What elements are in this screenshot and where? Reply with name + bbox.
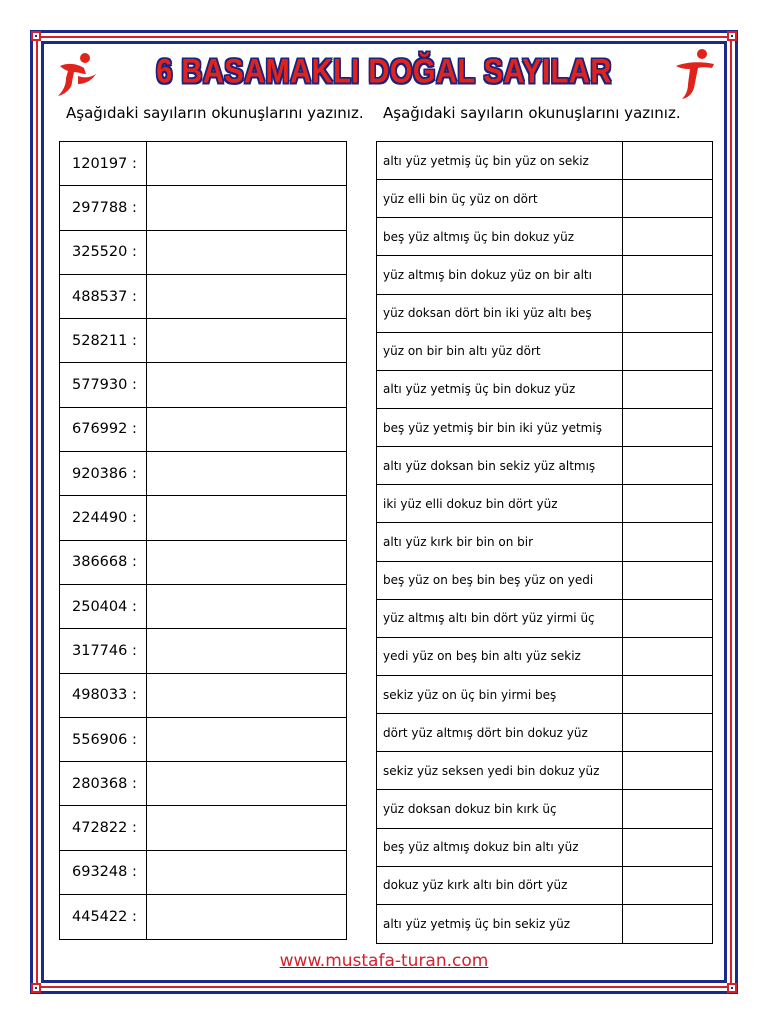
answer-cell[interactable]	[623, 600, 712, 637]
table-row	[60, 452, 346, 496]
number-cell: 556906 :	[60, 718, 147, 761]
answer-cell[interactable]	[623, 371, 712, 408]
table-row	[60, 629, 346, 673]
answer-cell[interactable]	[623, 676, 712, 713]
table-row	[60, 718, 346, 762]
number-cell: 280368 :	[60, 762, 147, 805]
number-cell: 920386 :	[60, 452, 147, 495]
table-row	[377, 562, 712, 600]
table-row	[377, 142, 712, 180]
table-row	[60, 762, 346, 806]
number-cell: 250404 :	[60, 585, 147, 628]
reading-cell: dokuz yüz kırk altı bin dört yüz	[377, 867, 623, 904]
answer-cell[interactable]	[623, 485, 712, 522]
answer-cell[interactable]	[623, 142, 712, 179]
table-row	[377, 790, 712, 828]
table-row	[377, 714, 712, 752]
reading-cell: sekiz yüz on üç bin yirmi beş	[377, 676, 623, 713]
answer-cell[interactable]	[623, 333, 712, 370]
reading-cell: iki yüz elli dokuz bin dört yüz	[377, 485, 623, 522]
answer-cell[interactable]	[147, 142, 346, 185]
answer-cell[interactable]	[147, 186, 346, 229]
table-row	[377, 180, 712, 218]
answer-cell[interactable]	[147, 629, 346, 672]
answer-cell[interactable]	[623, 256, 712, 293]
answer-cell[interactable]	[623, 562, 712, 599]
answer-cell[interactable]	[147, 851, 346, 894]
answer-cell[interactable]	[623, 638, 712, 675]
reading-cell: yüz doksan dokuz bin kırk üç	[377, 790, 623, 827]
number-cell: 676992 :	[60, 408, 147, 451]
answer-cell[interactable]	[147, 541, 346, 584]
table-row	[60, 806, 346, 850]
reading-cell: altı yüz yetmiş üç bin sekiz yüz	[377, 905, 623, 943]
number-cell: 317746 :	[60, 629, 147, 672]
reading-cell: yüz elli bin üç yüz on dört	[377, 180, 623, 217]
table-row	[377, 333, 712, 371]
answer-cell[interactable]	[147, 496, 346, 539]
answer-cell[interactable]	[623, 447, 712, 484]
table-row	[60, 674, 346, 718]
table-row	[377, 218, 712, 256]
number-cell: 297788 :	[60, 186, 147, 229]
number-cell: 472822 :	[60, 806, 147, 849]
answer-cell[interactable]	[147, 408, 346, 451]
answer-cell[interactable]	[623, 752, 712, 789]
number-cell: 528211 :	[60, 319, 147, 362]
table-row	[60, 275, 346, 319]
table-row	[377, 256, 712, 294]
table-row	[60, 319, 346, 363]
answer-cell[interactable]	[623, 790, 712, 827]
answer-cell[interactable]	[623, 867, 712, 904]
table-row	[377, 752, 712, 790]
reading-cell: altı yüz doksan bin sekiz yüz altmış	[377, 447, 623, 484]
table-row	[377, 295, 712, 333]
answer-cell[interactable]	[623, 409, 712, 446]
corner-ornament-bottom-right	[727, 983, 737, 993]
table-row	[377, 485, 712, 523]
reading-cell: sekiz yüz seksen yedi bin dokuz yüz	[377, 752, 623, 789]
instruction-right: Aşağıdaki sayıların okunuşlarını yazınız.	[383, 104, 681, 122]
answer-cell[interactable]	[147, 895, 346, 939]
table-row	[60, 541, 346, 585]
reading-cell: yüz doksan dört bin iki yüz altı beş	[377, 295, 623, 332]
answer-cell[interactable]	[147, 718, 346, 761]
answer-cell[interactable]	[147, 806, 346, 849]
reading-cell: beş yüz on beş bin beş yüz on yedi	[377, 562, 623, 599]
reading-cell: yedi yüz on beş bin altı yüz sekiz	[377, 638, 623, 675]
table-row	[60, 851, 346, 895]
number-cell: 693248 :	[60, 851, 147, 894]
corner-ornament-top-left	[31, 31, 41, 41]
table-row	[60, 895, 346, 939]
table-row	[377, 829, 712, 867]
answer-cell[interactable]	[623, 218, 712, 255]
answer-cell[interactable]	[623, 829, 712, 866]
reading-cell: yüz altmış altı bin dört yüz yirmi üç	[377, 600, 623, 637]
number-cell: 498033 :	[60, 674, 147, 717]
number-cell: 224490 :	[60, 496, 147, 539]
answer-cell[interactable]	[623, 523, 712, 560]
number-table	[59, 141, 347, 940]
answer-cell[interactable]	[623, 714, 712, 751]
website-link[interactable]: www.mustafa-turan.com	[279, 951, 489, 971]
table-row	[60, 408, 346, 452]
answer-cell[interactable]	[147, 452, 346, 495]
answer-cell[interactable]	[147, 275, 346, 318]
table-row	[377, 867, 712, 905]
reading-cell: beş yüz altmış dokuz bin altı yüz	[377, 829, 623, 866]
corner-ornament-top-right	[727, 31, 737, 41]
answer-cell[interactable]	[623, 180, 712, 217]
table-row	[60, 231, 346, 275]
reading-table	[376, 141, 713, 944]
table-row	[377, 600, 712, 638]
answer-cell[interactable]	[623, 295, 712, 332]
reading-cell: dört yüz altmış dört bin dokuz yüz	[377, 714, 623, 751]
table-row	[377, 676, 712, 714]
reading-cell: beş yüz yetmiş bir bin iki yüz yetmiş	[377, 409, 623, 446]
number-cell: 577930 :	[60, 363, 147, 406]
number-cell: 488537 :	[60, 275, 147, 318]
answer-cell[interactable]	[147, 319, 346, 362]
table-row	[60, 585, 346, 629]
table-row	[377, 638, 712, 676]
number-cell: 325520 :	[60, 231, 147, 274]
reading-cell: altı yüz yetmiş üç bin dokuz yüz	[377, 371, 623, 408]
number-cell: 445422 :	[60, 895, 147, 939]
table-row	[377, 905, 712, 943]
corner-ornament-bottom-left	[31, 983, 41, 993]
reading-cell: beş yüz altmış üç bin dokuz yüz	[377, 218, 623, 255]
reading-cell: yüz altmış bin dokuz yüz on bir altı	[377, 256, 623, 293]
number-cell: 120197 :	[60, 142, 147, 185]
table-row	[377, 409, 712, 447]
answer-cell[interactable]	[147, 585, 346, 628]
table-row	[377, 523, 712, 561]
answer-cell[interactable]	[147, 762, 346, 805]
number-cell: 386668 :	[60, 541, 147, 584]
table-row	[60, 142, 346, 186]
table-row	[377, 447, 712, 485]
table-row	[60, 496, 346, 540]
table-row	[377, 371, 712, 409]
table-row	[60, 186, 346, 230]
page-title: 6 BASAMAKLI DOĞAL SAYILAR	[156, 53, 612, 91]
table-row	[60, 363, 346, 407]
instruction-left: Aşağıdaki sayıların okunuşlarını yazınız.	[66, 104, 364, 122]
reading-cell: altı yüz kırk bir bin on bir	[377, 523, 623, 560]
answer-cell[interactable]	[147, 231, 346, 274]
reading-cell: altı yüz yetmiş üç bin yüz on sekiz	[377, 142, 623, 179]
answer-cell[interactable]	[623, 905, 712, 943]
reading-cell: yüz on bir bin altı yüz dört	[377, 333, 623, 370]
answer-cell[interactable]	[147, 674, 346, 717]
answer-cell[interactable]	[147, 363, 346, 406]
